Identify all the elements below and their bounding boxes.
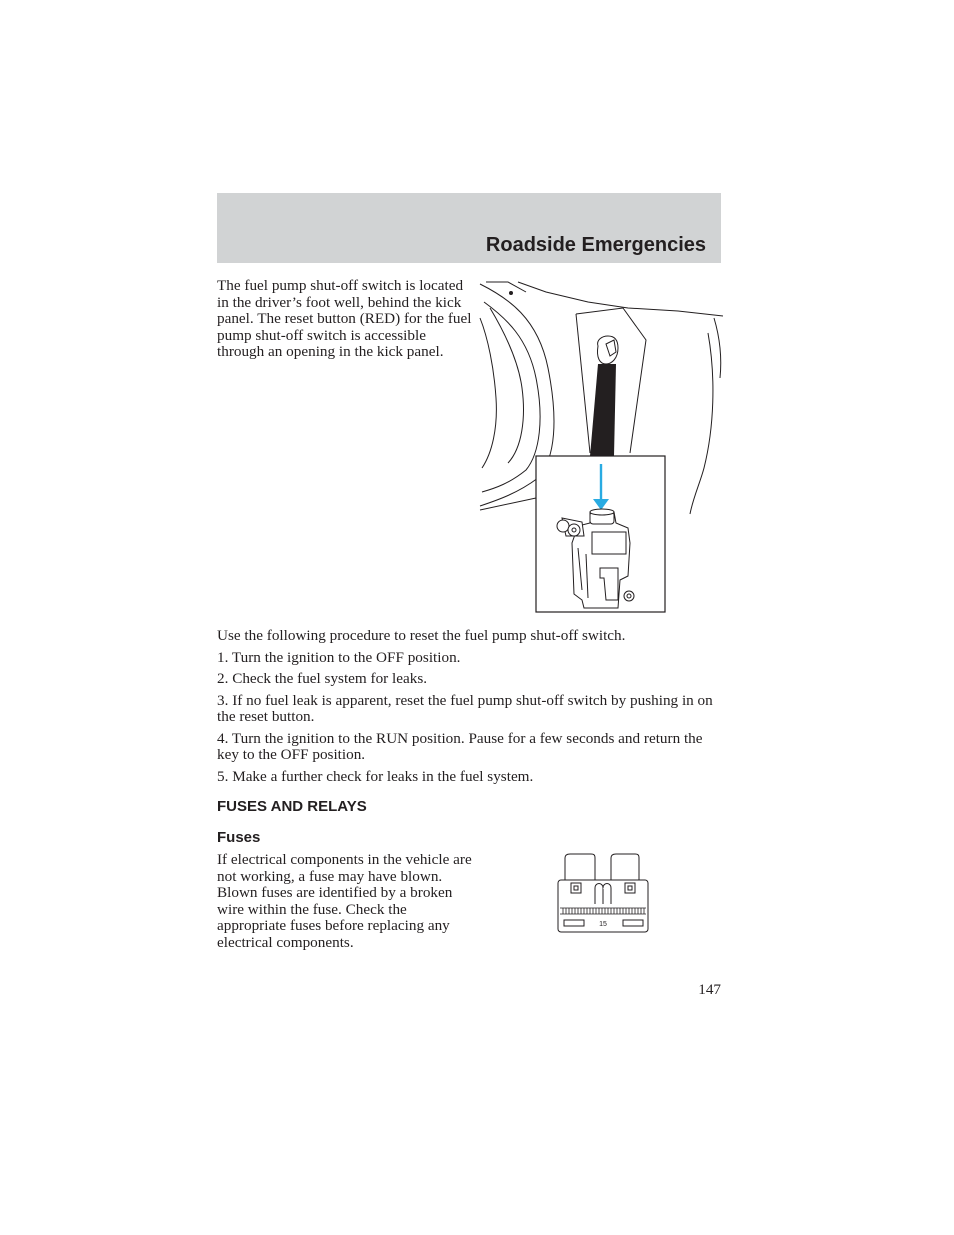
reset-procedure — [217, 628, 721, 790]
blade-fuse-illustration — [555, 852, 651, 934]
page-number: 147 — [698, 981, 721, 998]
procedure-intro: Use the following procedure to reset the fuel pump shut-off switch. — [217, 627, 626, 644]
subsection-heading-fuses: Fuses — [217, 829, 261, 846]
procedure-step: 3. If no fuel leak is apparent, reset the fuel pump shut-off switch by pushing in on the reset button. — [217, 691, 713, 725]
kick-panel-illustration — [478, 278, 724, 614]
procedure-step: 4. Turn the ignition to the RUN position. Pause for a few seconds and return the key to the OFF position. — [217, 729, 703, 763]
procedure-step: 1. Turn the ignition to the OFF position. — [217, 648, 461, 666]
fuses-paragraph: If electrical components in the vehicle are not working, a fuse may have blown. Blown fuses are identified by a broken wire within the fuse. Check the appropriate fuses before replacing any electrical components. — [217, 851, 472, 951]
fuse-rating-label: 15 — [599, 921, 607, 928]
procedure-step: 5. Make a further check for leaks in the fuel system. — [217, 767, 534, 785]
intro-paragraph: The fuel pump shut-off switch is located in the driver’s foot well, behind the kick panel. The reset button (RED) for the fuel pump shut-off switch is accessible through an opening in the kick panel. — [217, 277, 472, 360]
section-heading-fuses-and-relays: FUSES AND RELAYS — [217, 798, 367, 815]
page-title: Roadside Emergencies — [485, 234, 706, 256]
procedure-step: 2. Check the fuel system for leaks. — [217, 670, 428, 687]
header-band — [217, 193, 721, 263]
